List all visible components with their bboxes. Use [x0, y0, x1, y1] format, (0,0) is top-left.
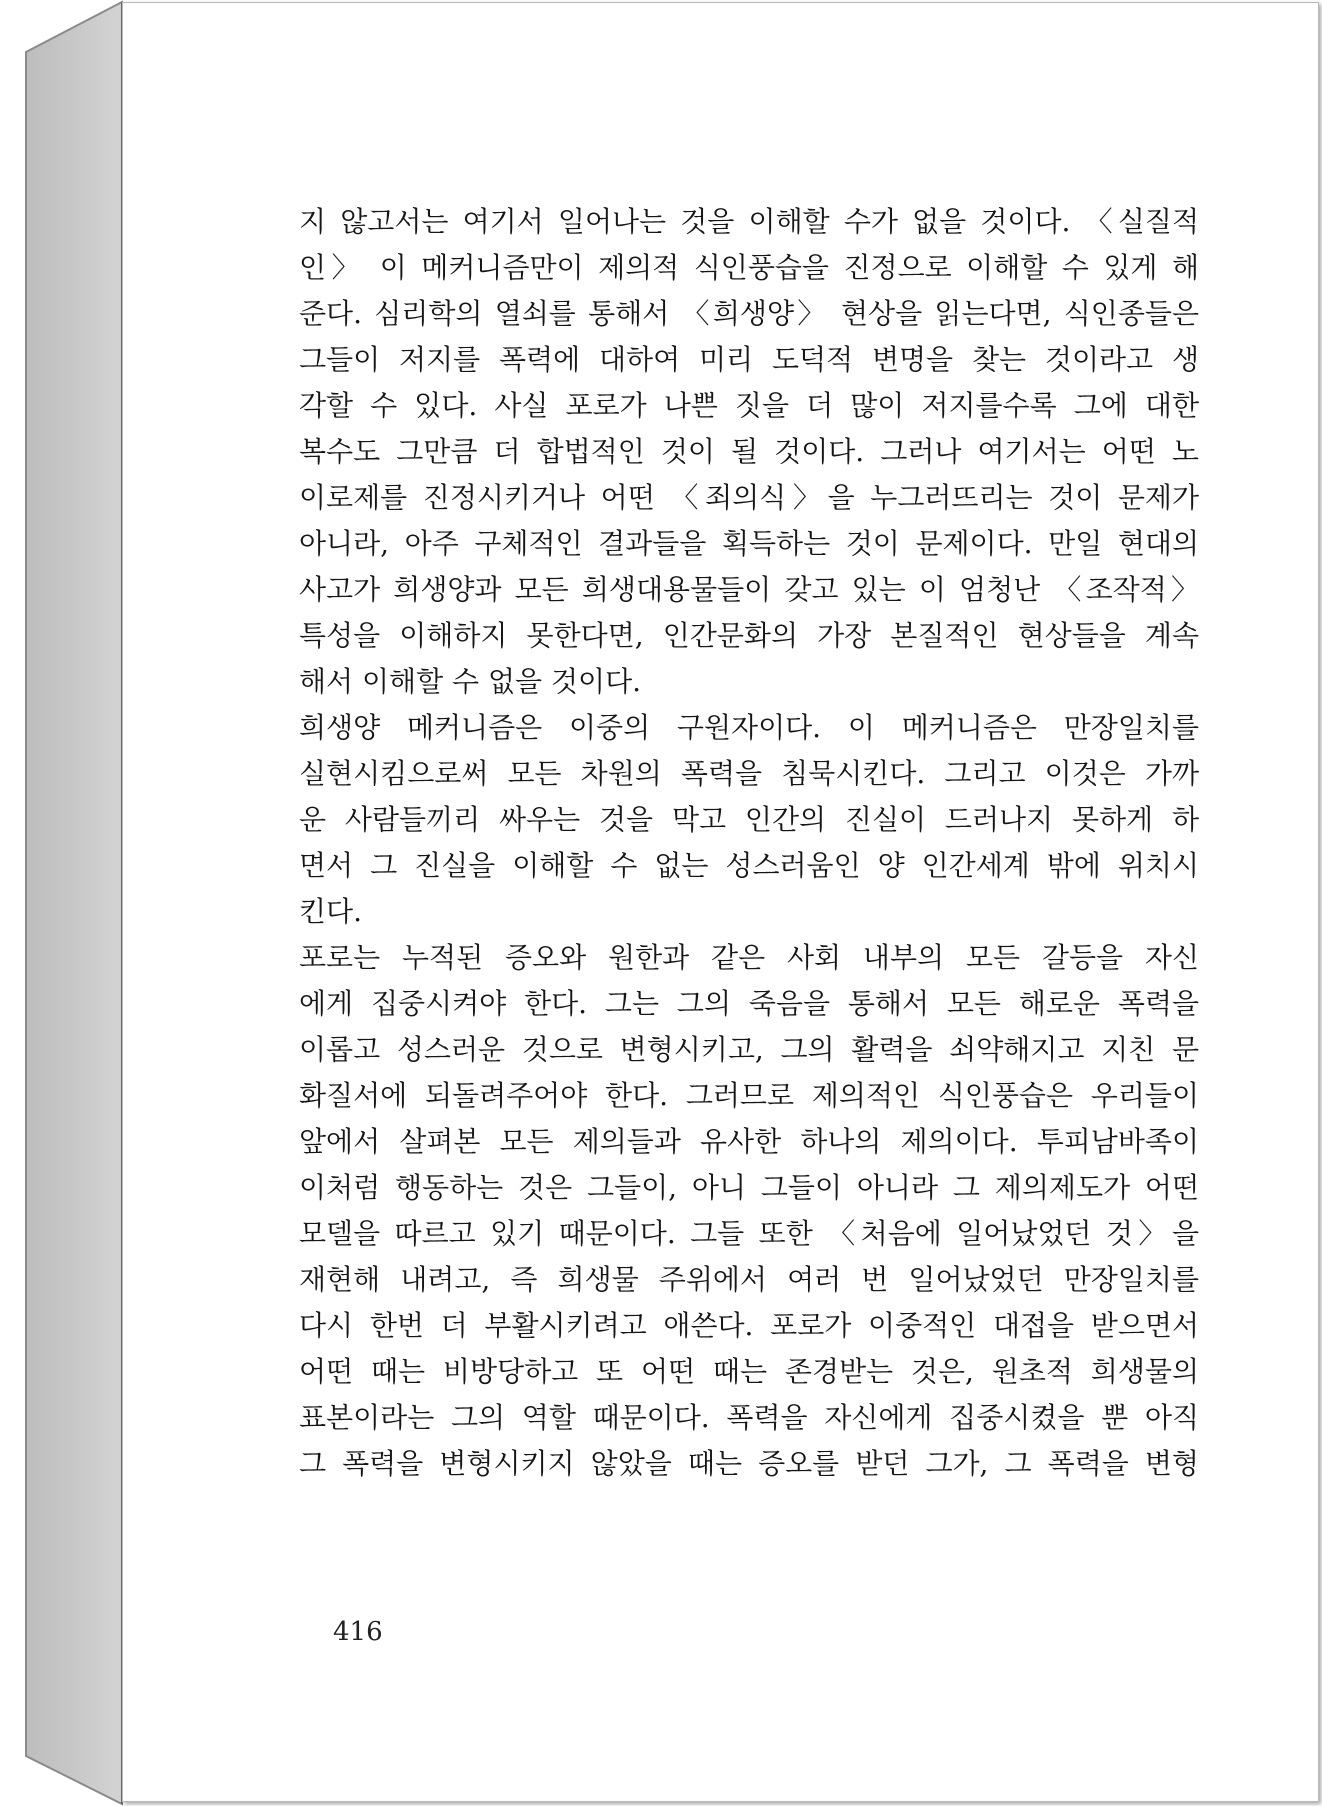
text-line: 에게 집중시켜야 한다. 그는 그의 죽음을 통해서 모든 해로운 폭력을	[299, 987, 1199, 1020]
text-line: 각할 수 있다. 사실 포로가 나쁜 짓을 더 많이 저지를수록 그에 대한	[299, 389, 1199, 422]
text-line: 포로는 누적된 증오와 원한과 같은 사회 내부의 모든 갈등을 자신	[299, 941, 1199, 974]
text-line: 그 폭력을 변형시키지 않았을 때는 증오를 받던 그가, 그 폭력을 변형	[299, 1447, 1199, 1480]
text-line: 희생양 메커니즘은 이중의 구원자이다. 이 메커니즘은 만장일치를	[299, 711, 1199, 744]
text-line: 지 않고서는 여기서 일어나는 것을 이해할 수가 없을 것이다. 〈실질적	[299, 205, 1199, 238]
text-line: 해서 이해할 수 없을 것이다.	[299, 665, 642, 698]
text-line: 모델을 따르고 있기 때문이다. 그들 또한 〈처음에 일어났었던 것〉을	[299, 1217, 1199, 1250]
text-line: 인〉 이 메커니즘만이 제의적 식인풍습을 진정으로 이해할 수 있게 해	[299, 251, 1199, 284]
text-line: 특성을 이해하지 못한다면, 인간문화의 가장 본질적인 현상들을 계속	[299, 619, 1199, 652]
text-line: 실현시킴으로써 모든 차원의 폭력을 침묵시킨다. 그리고 이것은 가까	[299, 757, 1199, 790]
text-line: 화질서에 되돌려주어야 한다. 그러므로 제의적인 식인풍습은 우리들이	[299, 1079, 1199, 1112]
text-line: 킨다.	[299, 895, 362, 928]
text-line: 준다. 심리학의 열쇠를 통해서 〈희생양〉 현상을 읽는다면, 식인종들은	[299, 297, 1199, 330]
page-number: 416	[333, 1617, 383, 1647]
book-spine	[24, 0, 124, 1806]
text-line: 아니라, 아주 구체적인 결과들을 획득하는 것이 문제이다. 만일 현대의	[299, 527, 1199, 560]
text-line: 다시 한번 더 부활시키려고 애쓴다. 포로가 이중적인 대접을 받으면서	[299, 1309, 1199, 1342]
text-line: 이로제를 진정시키거나 어떤 〈죄의식〉을 누그러뜨리는 것이 문제가	[299, 481, 1199, 514]
text-line: 재현해 내려고, 즉 희생물 주위에서 여러 번 일어났었던 만장일치를	[299, 1263, 1199, 1296]
text-line: 어떤 때는 비방당하고 또 어떤 때는 존경받는 것은, 원초적 희생물의	[299, 1355, 1199, 1388]
text-line: 앞에서 살펴본 모든 제의들과 유사한 하나의 제의이다. 투피남바족이	[299, 1125, 1199, 1158]
text-line: 그들이 저지를 폭력에 대하여 미리 도덕적 변명을 찾는 것이라고 생	[299, 343, 1199, 376]
text-line: 표본이라는 그의 역할 때문이다. 폭력을 자신에게 집중시켰을 뿐 아직	[299, 1401, 1199, 1434]
book-page	[122, 2, 1319, 1802]
text-line: 운 사람들끼리 싸우는 것을 막고 인간의 진실이 드러나지 못하게 하	[299, 803, 1199, 836]
page-body-text	[299, 199, 1199, 1487]
text-line: 복수도 그만큼 더 합법적인 것이 될 것이다. 그러나 여기서는 어떤 노	[299, 435, 1199, 468]
book-spine-graphic	[24, 0, 124, 1806]
text-line: 이롭고 성스러운 것으로 변형시키고, 그의 활력을 쇠약해지고 지친 문	[299, 1033, 1199, 1066]
text-line: 사고가 희생양과 모든 희생대용물들이 갖고 있는 이 엄청난 〈조작적〉	[299, 573, 1199, 606]
text-line: 면서 그 진실을 이해할 수 없는 성스러움인 양 인간세계 밖에 위치시	[299, 849, 1199, 882]
text-line: 이처럼 행동하는 것은 그들이, 아니 그들이 아니라 그 제의제도가 어떤	[299, 1171, 1199, 1204]
